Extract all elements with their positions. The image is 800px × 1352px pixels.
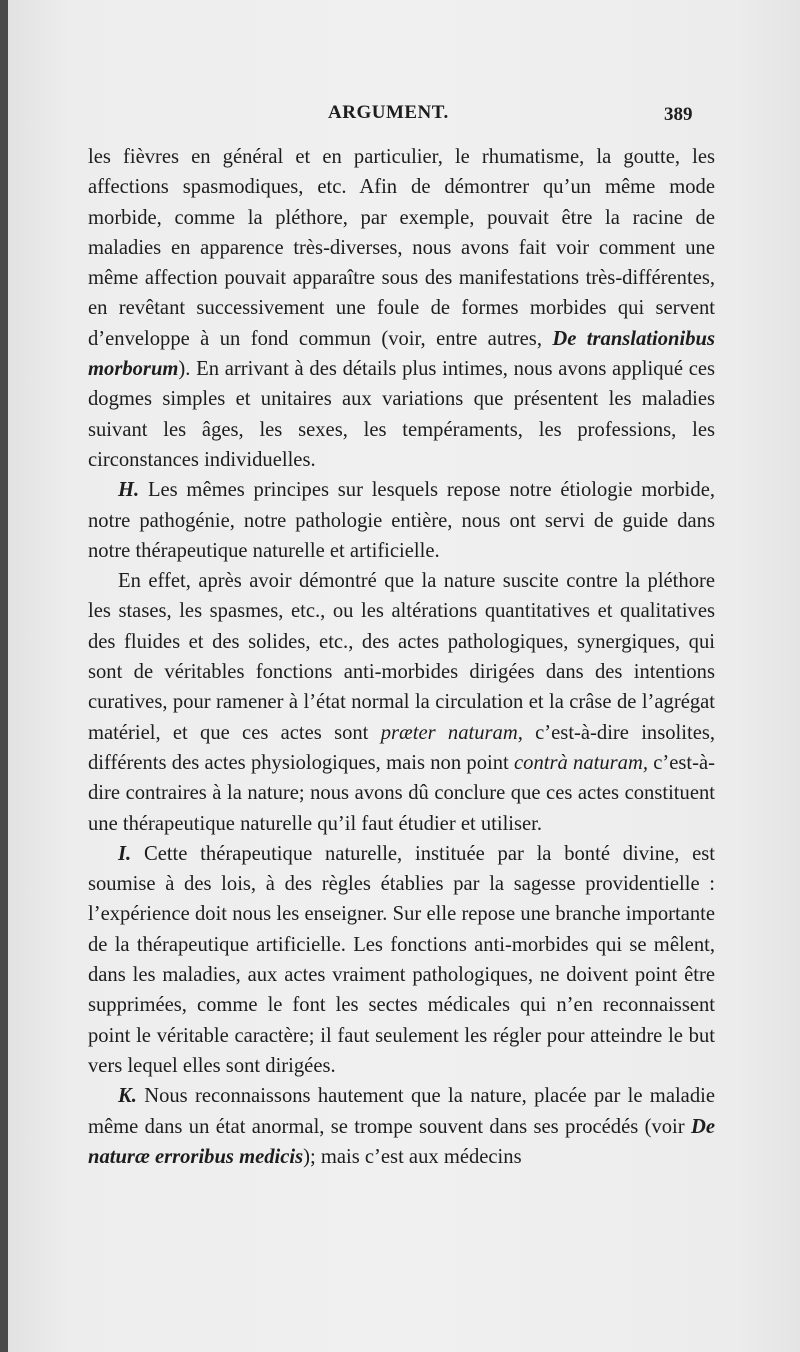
latin-term-contra: contrà naturam, [514, 751, 648, 774]
section-letter-k: K. [118, 1085, 137, 1108]
latin-term-praeter: præter naturam, [380, 721, 523, 744]
book-page [8, 0, 800, 1352]
section-letter-i: I. [118, 842, 132, 865]
paragraph-4-text: Cette thérapeutique naturelle, instituée par la bonté divine, est soumise à des lois, à des règles établies par la sagesse providentielle : l’expérience doit nous les enseigner. Sur elle repose une branche importante de la thérapeutique artificielle. Les fonctions anti-morbides qui se mêlent, dans les maladies, aux actes vraiment pathologiques, ne doivent point être supprimées, comme le font les sectes médicales qui n’en reconnaissent point le véritable caractère; il faut seulement les régler pour atteindre le but vers lequel elles sont dirigées. [88, 842, 715, 1077]
running-title: ARGUMENT. [328, 102, 449, 123]
work-title-naturae: De naturæ erroribus medicis [88, 1115, 715, 1168]
page-header [8, 100, 800, 130]
paragraph-2 [88, 475, 715, 566]
paragraph-4 [88, 839, 715, 1081]
body-text [88, 142, 715, 1172]
paragraph-3 [88, 566, 715, 839]
paragraph-5-text-b: ); mais c’est aux médecins [303, 1145, 522, 1168]
page-number: 389 [664, 104, 693, 125]
paragraph-3-text-c: c’est-à-dire contraires à la nature; nous avons dû conclure que ces actes constituent une thérapeutique naturelle qu’il faut étudier et utiliser. [88, 751, 716, 835]
paragraph-5-text-a: Nous reconnaissons hautement que la nature, placée par le maladie même dans un état anormal, se trompe souvent dans ses procédés (voir [88, 1085, 715, 1138]
work-title-translationibus: De translationibus morborum [88, 327, 715, 381]
paragraph-1 [88, 142, 715, 475]
paragraph-1-text-a: les fièvres en général et en particulier, le rhumatisme, la goutte, les affections spasmodiques, etc. Afin de démontrer qu’un même mode morbide, comme la pléthore, par exemple, pouvait être la racine de maladies en apparence très-diverses, nous avons fait voir comment une même affection pouvait apparaître sous des manifestations très-différentes, en revêtant successivement une foule de formes morbides qui servent d’enveloppe à un fond commun (voir, entre autres, [88, 146, 715, 350]
paragraph-3-text-b: c’est-à-dire insolites, différents des actes physiologiques, mais non point [88, 721, 716, 774]
paragraph-1-text-b: ). En arrivant à des détails plus intimes, nous avons appliqué ces dogmes simples et unitaires aux variations que présentent les maladies suivant les âges, les sexes, les tempéraments, les professions, les circonstances individuelles. [88, 358, 715, 471]
paragraph-3-text-a: En effet, après avoir démontré que la nature suscite contre la pléthore les stases, les spasmes, etc., ou les altérations quantitatives et qualitatives des fluides et des solides, etc., des actes pathologiques, synergiques, qui sont de véritables fonctions anti-morbides dirigées dans des intentions curatives, pour ramener à l’état normal la circulation et la crâse de l’agrégat matériel, et que ces actes sont [88, 570, 715, 744]
paragraph-5 [88, 1081, 715, 1172]
paragraph-2-text: Les mêmes principes sur lesquels repose notre étiologie morbide, notre pathogénie, notre pathologie entière, nous ont servi de guide dans notre thérapeutique naturelle et artificielle. [88, 479, 715, 562]
section-letter-h: H. [118, 479, 140, 502]
